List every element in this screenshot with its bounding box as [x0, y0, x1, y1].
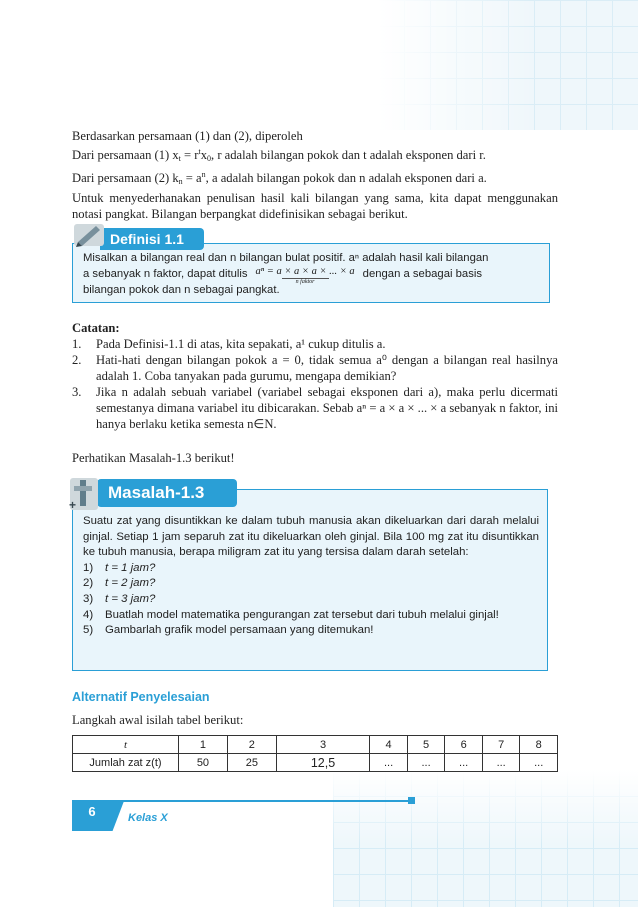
problem-label: Masalah-1.3	[108, 483, 205, 502]
notes-header: Catatan:	[72, 321, 120, 335]
note-number: 3.	[72, 385, 82, 399]
intro-line-2-sub2: 0	[207, 154, 212, 163]
decorative-grid-bottom	[333, 770, 638, 907]
table-row	[73, 754, 558, 772]
intro-line-2-a: Dari persamaan (1) x	[72, 148, 179, 162]
decorative-grid-top	[378, 0, 638, 130]
table-cell: 50	[179, 754, 228, 772]
problem-item	[83, 576, 539, 592]
intro-paragraph	[72, 128, 558, 222]
note-item	[72, 384, 558, 432]
note-text: Jika n adalah sebuah variabel (variabel sebagai eksponen dari a), maka perlu dicermati semestanya dimana variabel itu dibicarakan. Sebab aⁿ = a × a × ... × a sebanyak n faktor, ini hanya berlaku ketika semesta n∈N.	[96, 385, 558, 431]
problem-item	[83, 592, 539, 608]
intro-line-3	[72, 167, 558, 190]
table-cell: 1	[179, 736, 228, 754]
table-row-header	[73, 736, 179, 754]
problem-item-number: 4)	[83, 608, 94, 621]
note-text: Hati-hati dengan bilangan pokok a = 0, tidak semua a⁰ dengan a bilangan real hasilnya adalah 1. Coba tanyakan pada gurumu, mengapa demikian?	[96, 353, 558, 383]
problem-item-number: 5)	[83, 624, 94, 637]
time-table	[72, 735, 558, 772]
definition-label: Definisi 1.1	[110, 231, 184, 247]
table-cell: 25	[227, 754, 276, 772]
note-item	[72, 336, 558, 352]
note-text: Pada Definisi-1.1 di atas, kita sepakati, a¹ cukup ditulis a.	[96, 337, 386, 351]
table-cell: 4	[370, 736, 408, 754]
table-cell-text: t	[123, 738, 128, 751]
note-number: 1.	[72, 337, 82, 351]
intro-line-2-sub: t	[178, 154, 181, 163]
table-cell: 8	[520, 736, 558, 754]
svg-text:+: +	[69, 498, 77, 512]
table-cell: ...	[407, 754, 445, 772]
note-item	[72, 352, 558, 384]
definition-formula-text: aⁿ = a × a × a × ... × a	[255, 266, 355, 277]
definition-formula-under: n faktor	[282, 278, 329, 286]
solution-title: Alternatif Penyelesaian	[72, 690, 210, 704]
book-class-label: Kelas X	[128, 812, 168, 824]
table-cell: 5	[407, 736, 445, 754]
definition-line-1: Misalkan a bilangan real dan n bilangan bulat positif. aⁿ adalah hasil kali bilangan	[83, 252, 489, 264]
intro-line-2-b: = r	[180, 148, 199, 162]
table-cell: 6	[445, 736, 483, 754]
table-cell: 3	[276, 736, 370, 754]
problem-list	[83, 561, 539, 639]
intro-line-3-a: Dari persamaan (2) k	[72, 171, 179, 185]
intro-line-3-c: , a adalah bilangan pokok dan n adalah eksponen dari a.	[205, 171, 487, 185]
problem-item-text: t = 1 jam?	[105, 561, 156, 574]
table-cell: 7	[482, 736, 520, 754]
solution-step: Langkah awal isilah tabel berikut:	[72, 713, 244, 727]
problem-item-text: Buatlah model matematika pengurangan zat tersebut dari tubuh melalui ginjal!	[105, 608, 499, 621]
table-cell: 2	[227, 736, 276, 754]
intro-line-2	[72, 144, 558, 167]
table-row-header: Jumlah zat z(t)	[73, 754, 179, 772]
problem-box	[72, 489, 548, 671]
definition-box	[72, 243, 550, 303]
intro-line-3-b: = a	[182, 171, 202, 185]
definition-pencil-icon	[72, 220, 106, 248]
problem-text: Suatu zat yang disuntikkan ke dalam tubuh manusia akan dikeluarkan dari darah melalui ginjal. Setiap 1 jam separuh zat itu dikeluarkan oleh ginjal. Bila 100 mg zat itu disuntikkan ke tubuh manusia, berapa miligram zat itu yang tersisa dalam darah setelah:	[83, 515, 539, 559]
intro-line-2-d: , r adalah bilangan pokok dan t adalah eksponen dari r.	[211, 148, 486, 162]
problem-item	[83, 608, 539, 624]
definition-line-3: bilangan pokok dan n sebagai pangkat.	[83, 284, 280, 296]
intro-line-2-c: x	[200, 148, 208, 162]
problem-item-number: 2)	[83, 577, 94, 590]
definition-line-2-b: dengan a sebagai basis	[362, 268, 482, 280]
problem-item	[83, 623, 539, 639]
problem-tools-icon	[66, 476, 102, 512]
table-row	[73, 736, 558, 754]
problem-item	[83, 561, 539, 577]
table-cell: ...	[370, 754, 408, 772]
see-problem-text: Perhatikan Masalah-1.3 berikut!	[72, 451, 235, 465]
table-cell: ...	[520, 754, 558, 772]
intro-line-3-sub: n	[178, 177, 183, 186]
table-cell: ...	[482, 754, 520, 772]
note-number: 2.	[72, 353, 82, 367]
problem-item-text: t = 2 jam?	[105, 577, 156, 590]
intro-line-1: Berdasarkan persamaan (1) dan (2), diperoleh	[72, 129, 303, 143]
intro-line-4: Untuk menyederhanakan penulisan hasil kali bilangan yang sama, kita dapat menggunakan notasi pangkat. Bilangan berpangkat didefinisikan sebagai berikut.	[72, 191, 558, 221]
page-number: 6	[88, 804, 96, 819]
table-cell: 12,5	[276, 754, 370, 772]
intro-line-2-sup: t	[198, 147, 201, 156]
footer-marker	[408, 797, 415, 804]
table-cell: ...	[445, 754, 483, 772]
problem-item-text: t = 3 jam?	[105, 592, 156, 605]
intro-line-3-sup: n	[201, 170, 206, 179]
problem-item-number: 3)	[83, 592, 94, 605]
problem-item-number: 1)	[83, 561, 94, 574]
definition-line-2-a: a sebanyak n faktor, dapat ditulis	[83, 268, 248, 280]
problem-item-text: Gambarlah grafik model persamaan yang ditemukan!	[105, 624, 374, 637]
notes-section	[72, 320, 558, 432]
